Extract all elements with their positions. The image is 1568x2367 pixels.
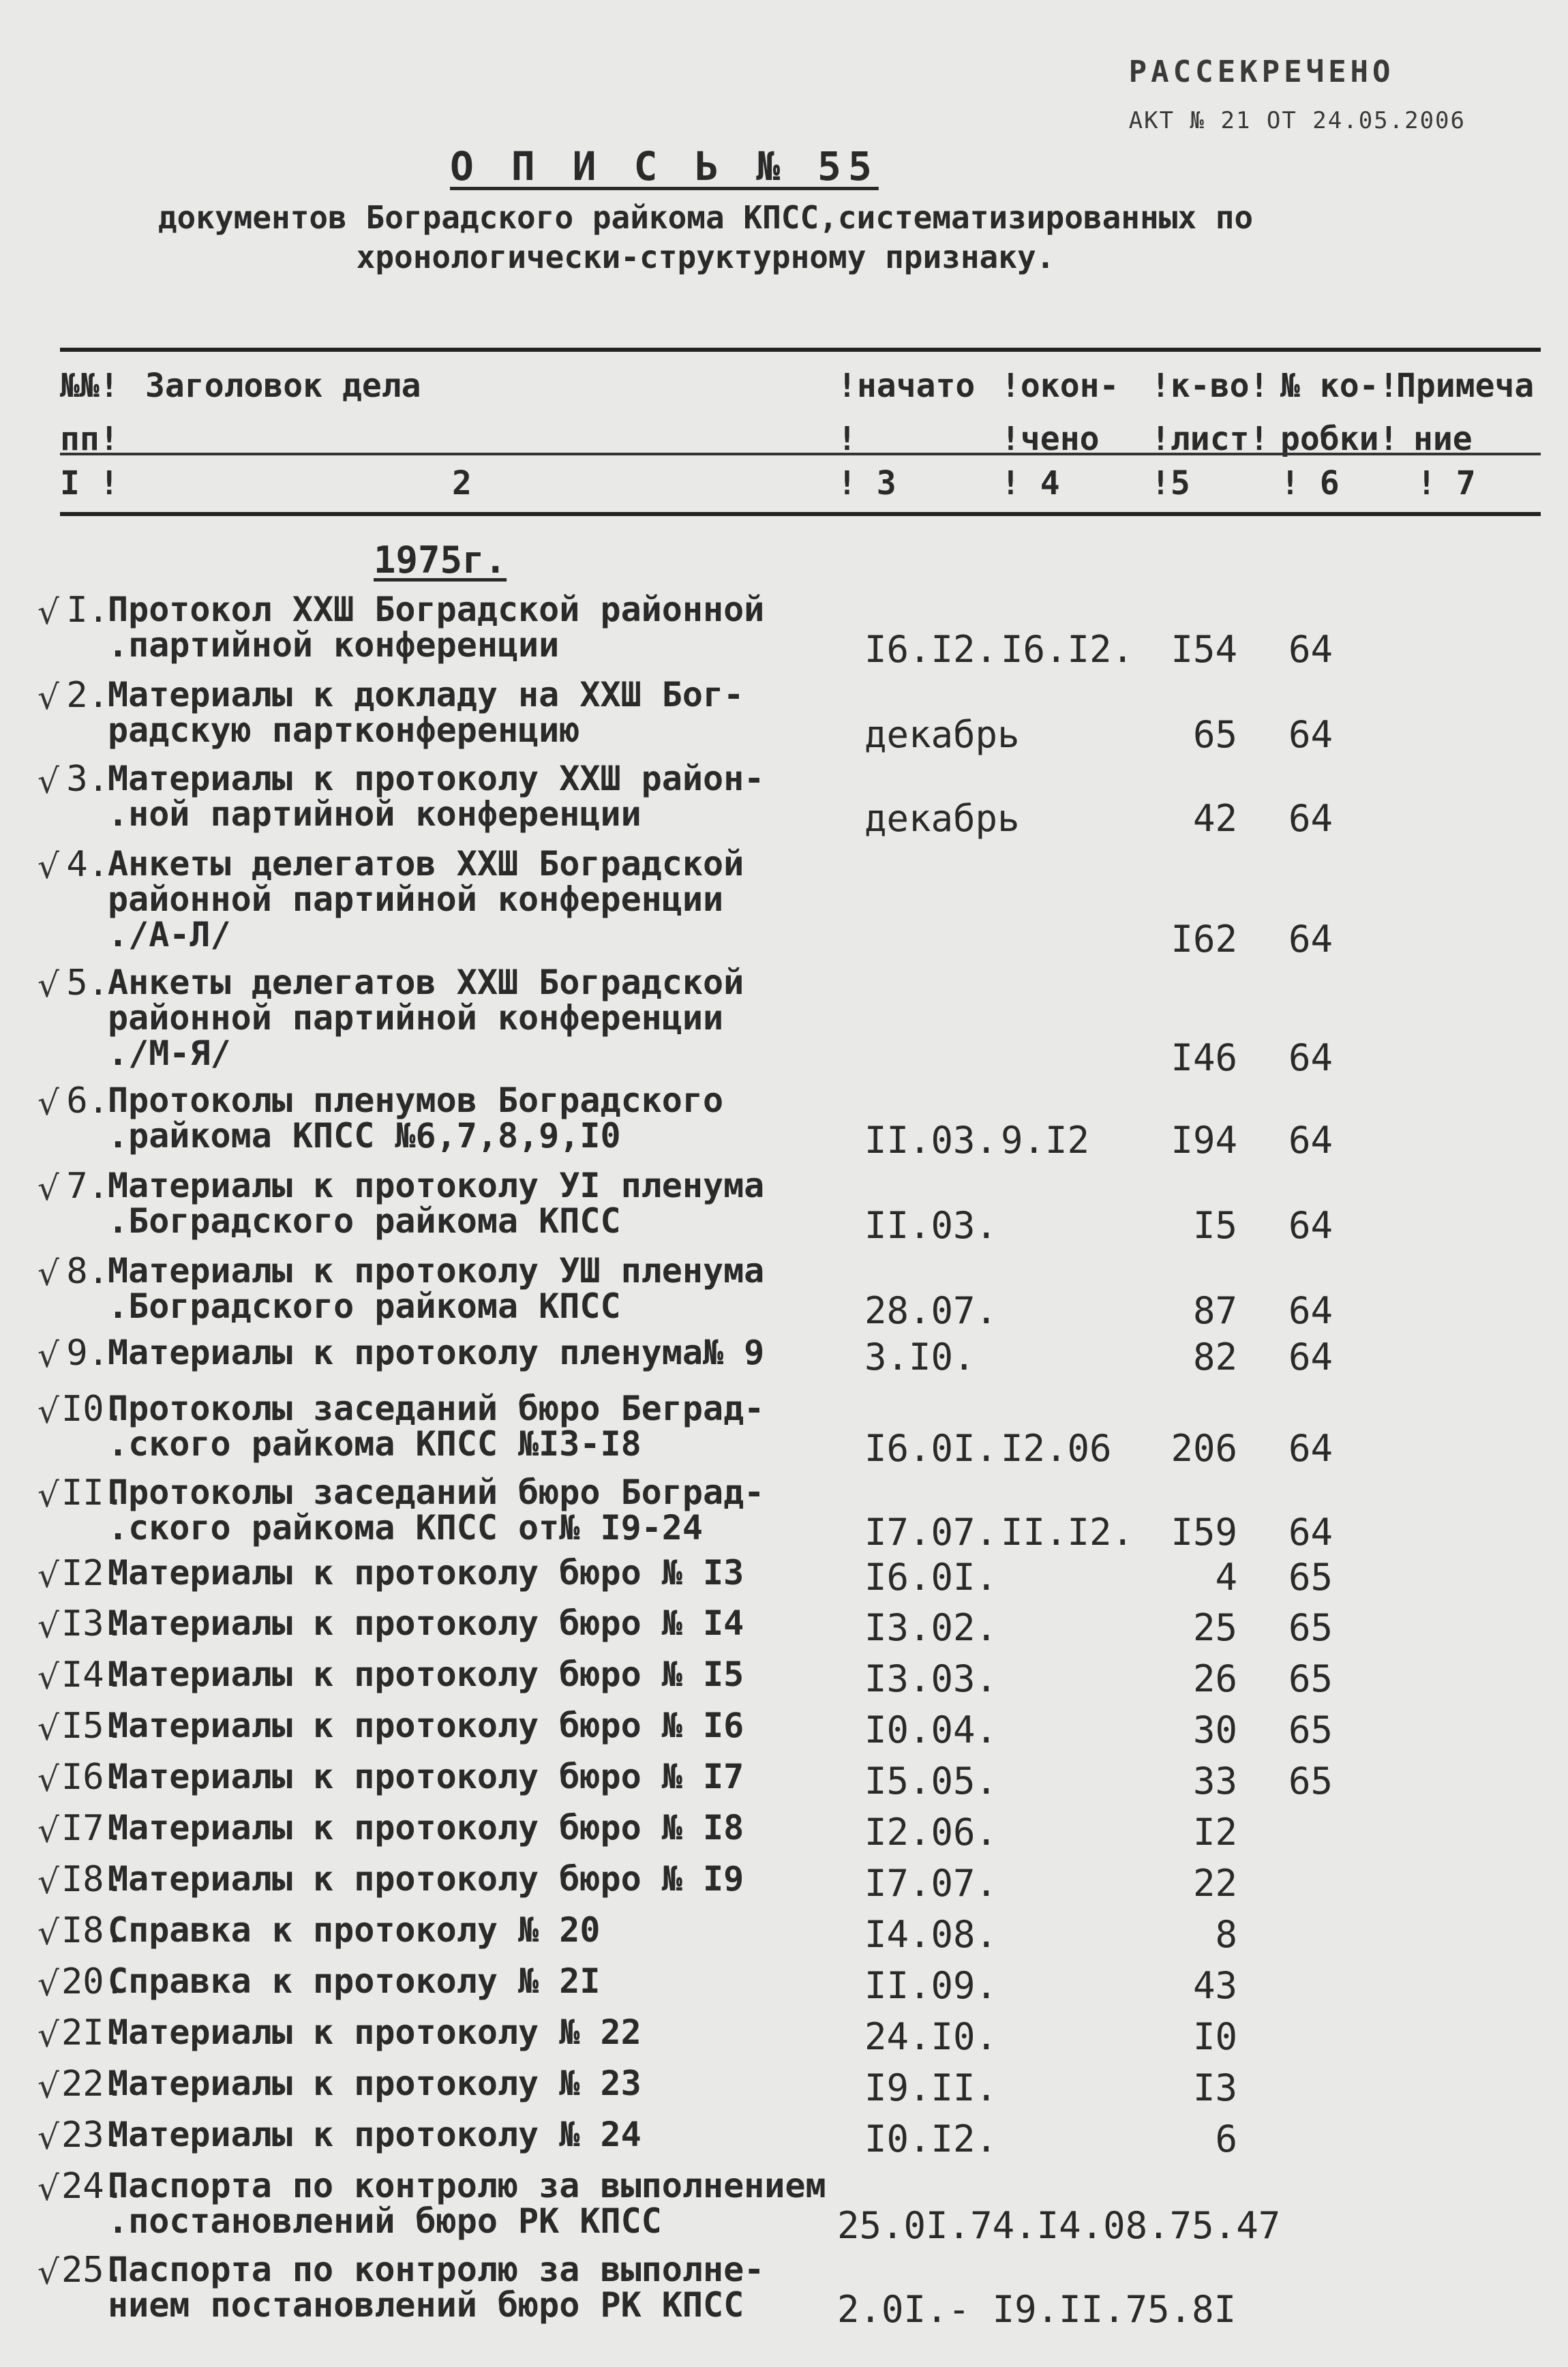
box-number: 64 (1288, 1511, 1333, 1554)
row-title-line: Материалы к докладу на XXШ Бог- (108, 675, 744, 714)
row-title-line: .Боградского райкома КПСС (108, 1201, 621, 1241)
col-note-a: Примеча (1396, 367, 1535, 405)
start-date: I6.0I. (864, 1427, 998, 1470)
end-date: 9.I2 (1001, 1119, 1090, 1162)
row-title-line: районной партийной конференции (108, 998, 724, 1038)
check-mark-icon: √ (37, 2066, 59, 2106)
sheet-count: 22 (1192, 1862, 1237, 1905)
row-number: I3. (61, 1603, 125, 1644)
end-date: I6.I2. (1001, 628, 1134, 671)
check-mark-icon: √ (37, 965, 59, 1005)
row-title-line: ./М-Я/ (108, 1034, 231, 1073)
col-num-3: ! 3 (837, 464, 896, 502)
row-title-line: Протоколы заседаний бюро Беград- (108, 1389, 765, 1428)
check-mark-icon: √ (37, 1760, 59, 1799)
start-date: I7.07. (864, 1511, 998, 1554)
check-mark-icon: √ (37, 1169, 59, 1208)
row-title-line: Материалы к протоколу бюро № I5 (108, 1655, 744, 1694)
start-date: декабрь (864, 713, 1020, 756)
box-number: 64 (1288, 918, 1333, 961)
check-mark-icon: √ (37, 1254, 59, 1293)
row-number: 5. (66, 963, 109, 1004)
row-number: I5. (61, 1706, 125, 1747)
start-date: I4.08. (864, 1913, 998, 1956)
sheet-count: 65 (1192, 713, 1237, 756)
row-title-line: .ского райкома КПСС от№ I9-24 (108, 1508, 703, 1548)
check-mark-icon: √ (37, 1913, 59, 1953)
sheet-count: 30 (1192, 1708, 1237, 1751)
row-number: I8. (61, 1859, 125, 1900)
row-title-line: Материалы к протоколу УI пленума (108, 1166, 765, 1205)
row-number: 25. (61, 2250, 125, 2291)
header-divider (60, 453, 1541, 455)
row-number: 7. (66, 1166, 109, 1207)
col-sheets-b: !лист! (1151, 420, 1269, 458)
box-number: 64 (1288, 1036, 1333, 1079)
box-number: 64 (1288, 1204, 1333, 1247)
row-number: I4. (61, 1655, 125, 1695)
col-box-a: № ко-! (1280, 367, 1399, 405)
row-title-line: нием постановлений бюро РК КПСС (108, 2285, 744, 2325)
check-mark-icon: √ (37, 1556, 59, 1595)
inventory-title: О П И С Ь № 55 (450, 143, 879, 190)
row-title-line: Материалы к протоколу пленума№ 9 (108, 1333, 765, 1372)
box-number: 65 (1288, 1606, 1333, 1649)
sheet-count: 4 (1215, 1556, 1237, 1599)
check-mark-icon: √ (37, 1964, 59, 2004)
start-date: декабрь (864, 797, 1020, 840)
check-mark-icon: √ (37, 592, 59, 632)
sheet-count: I46 (1171, 1036, 1237, 1079)
row-title-line: Материалы к протоколу бюро № I8 (108, 1808, 744, 1848)
row-number: 22. (61, 2064, 125, 2105)
row-title-line: .партийной конференции (108, 625, 560, 665)
row-title-line: радскую партконференцию (108, 710, 580, 750)
box-number: 64 (1288, 797, 1333, 840)
start-date: I6.0I. (864, 1556, 998, 1599)
sheet-count: 33 (1192, 1760, 1237, 1803)
row-title-line: Материалы к протоколу УШ пленума (108, 1251, 765, 1291)
start-date: I5.05. (864, 1760, 998, 1803)
start-date: 3.I0. (864, 1336, 976, 1378)
box-number: 64 (1288, 713, 1333, 756)
stamp-act: АКТ № 21 ОТ 24.05.2006 (1128, 107, 1466, 134)
sheet-count: 6 (1215, 2117, 1237, 2160)
sheet-count: 206 (1171, 1427, 1237, 1470)
col-sheets-a: !к-во! (1151, 367, 1269, 405)
check-mark-icon: √ (37, 1475, 59, 1515)
start-date: II.03. (864, 1204, 998, 1247)
check-mark-icon: √ (37, 847, 59, 886)
sheet-count: I62 (1171, 918, 1237, 961)
row-title-line: Материалы к протоколу бюро № I6 (108, 1706, 744, 1745)
row-number: I. (66, 590, 109, 631)
row-number: 2. (66, 675, 109, 716)
sheet-count: 25 (1192, 1606, 1237, 1649)
start-date: I0.04. (864, 1708, 998, 1751)
sheet-count: I5 (1192, 1204, 1237, 1247)
col-start: !начато (837, 367, 976, 405)
col-title: Заголовок дела (145, 367, 421, 405)
row-title-line: Паспорта по контролю за выполне- (108, 2250, 765, 2289)
stamp-title: РАССЕКРЕЧЕНО (1128, 55, 1395, 89)
year-heading: 1975г. (374, 539, 507, 582)
check-mark-icon: √ (37, 1657, 59, 1697)
sheet-count: 8 (1215, 1913, 1237, 1956)
col-num-2: 2 (452, 464, 472, 502)
check-mark-icon: √ (37, 1336, 59, 1375)
sheet-count: 43 (1192, 1964, 1237, 2007)
col-num-5: !5 (1151, 464, 1190, 502)
row-number: 4. (66, 844, 109, 885)
start-date: I3.03. (864, 1657, 998, 1700)
row-title-line: Материалы к протоколу XXШ район- (108, 759, 765, 798)
start-date: II.03. (864, 1119, 998, 1162)
sheet-count: 26 (1192, 1657, 1237, 1700)
row-number: 8. (66, 1251, 109, 1292)
sheet-count: I0 (1192, 2015, 1237, 2058)
row-title-line: Паспорта по контролю за выполнением (108, 2166, 826, 2205)
sheet-count: I54 (1171, 628, 1237, 671)
col-end-b: !чено (1001, 420, 1100, 458)
row-number: I8. (61, 1910, 125, 1951)
sheet-count: I3 (1192, 2066, 1237, 2109)
box-number: 65 (1288, 1760, 1333, 1803)
check-mark-icon: √ (37, 1708, 59, 1748)
start-date: I6.I2. (864, 628, 998, 671)
box-number: 65 (1288, 1556, 1333, 1599)
box-number: 64 (1288, 628, 1333, 671)
check-mark-icon: √ (37, 1391, 59, 1431)
check-mark-icon: √ (37, 678, 59, 717)
start-date: I2.06. (864, 1811, 998, 1854)
col-num-4: ! 4 (1001, 464, 1060, 502)
row-number: I0. (61, 1389, 125, 1430)
row-title-line: Материалы к протоколу № 24 (108, 2115, 642, 2154)
col-num-1: I ! (60, 464, 119, 502)
col-no-b: пп! (60, 420, 119, 458)
row-title-line: Материалы к протоколу бюро № I7 (108, 1757, 744, 1796)
row-title-line: Протоколы заседаний бюро Боград- (108, 1473, 765, 1512)
col-num-7: ! 7 (1417, 464, 1476, 502)
date-range-and-sheets: 2.0I.- I9.II.75.8I (837, 2288, 1237, 2331)
box-number: 64 (1288, 1427, 1333, 1470)
row-title-line: Протоколы пленумов Боградского (108, 1081, 724, 1120)
date-range-and-sheets: 25.0I.74.I4.08.75.47 (837, 2204, 1281, 2247)
sheet-count: I94 (1171, 1119, 1237, 1162)
row-number: II. (61, 1473, 125, 1513)
declassified-stamp (1129, 55, 1466, 134)
start-date: II.09. (864, 1964, 998, 2007)
row-title-line: .ной партийной конференции (108, 794, 642, 834)
row-number: I6. (61, 1757, 125, 1798)
row-number: 23. (61, 2115, 125, 2156)
check-mark-icon: √ (37, 2015, 59, 2055)
row-title-line: Материалы к протоколу № 22 (108, 2012, 642, 2052)
row-number: 3. (66, 759, 109, 800)
row-title-line: Анкеты делегатов XXШ Боградской (108, 844, 744, 884)
sheet-count: 82 (1192, 1336, 1237, 1378)
row-title-line: Материалы к протоколу бюро № I9 (108, 1859, 744, 1899)
row-title-line: .постановлений бюро РК КПСС (108, 2201, 662, 2241)
row-title-line: Материалы к протоколу бюро № I4 (108, 1603, 744, 1643)
sheet-count: I59 (1171, 1511, 1237, 1554)
sheet-count: I2 (1192, 1811, 1237, 1854)
check-mark-icon: √ (37, 2252, 59, 2292)
col-end-a: !окон- (1001, 367, 1119, 405)
start-date: I7.07. (864, 1862, 998, 1905)
row-title-line: Анкеты делегатов XXШ Боградской (108, 963, 744, 1002)
sheet-count: 87 (1192, 1289, 1237, 1332)
row-title-line: .Боградского райкома КПСС (108, 1286, 621, 1326)
end-date: II.I2. (1001, 1511, 1134, 1554)
check-mark-icon: √ (37, 1811, 59, 1850)
box-number: 64 (1288, 1119, 1333, 1162)
row-number: 6. (66, 1081, 109, 1121)
check-mark-icon: √ (37, 1862, 59, 1901)
start-date: I0.I2. (864, 2117, 998, 2160)
col-start-b: ! (837, 420, 857, 458)
end-date: I2.06 (1001, 1427, 1112, 1470)
row-number: 20. (61, 1961, 125, 2002)
sheet-count: 42 (1192, 797, 1237, 840)
col-num-6: ! 6 (1280, 464, 1340, 502)
col-box-b: робки! (1280, 420, 1399, 458)
start-date: 24.I0. (864, 2015, 998, 2058)
row-number: 24. (61, 2166, 125, 2207)
col-note-b: ние (1413, 420, 1473, 458)
row-title-line: .райкома КПСС №6,7,8,9,I0 (108, 1116, 621, 1156)
row-title-line: Материалы к протоколу № 23 (108, 2064, 642, 2103)
box-number: 64 (1288, 1336, 1333, 1378)
row-title-line: районной партийной конференции (108, 879, 724, 919)
row-number: I7. (61, 1808, 125, 1849)
row-title-line: Материалы к протоколу бюро № I3 (108, 1553, 744, 1593)
row-title-line: Справка к протоколу № 20 (108, 1910, 601, 1950)
check-mark-icon: √ (37, 1083, 59, 1123)
box-number: 64 (1288, 1289, 1333, 1332)
check-mark-icon: √ (37, 1606, 59, 1646)
row-number: 9. (66, 1333, 109, 1374)
start-date: 28.07. (864, 1289, 998, 1332)
start-date: I9.II. (864, 2066, 998, 2109)
box-number: 65 (1288, 1657, 1333, 1700)
col-no-a: №№! (60, 367, 119, 405)
inventory-subtitle: документов Боградского райкома КПСС,систематизированных по хронологически-структурному признаку. (157, 199, 1254, 275)
table-header (60, 348, 1541, 516)
row-title-line: Протокол XXШ Боградской районной (108, 590, 765, 629)
box-number: 65 (1288, 1708, 1333, 1751)
row-title-line: Справка к протоколу № 2I (108, 1961, 601, 2001)
row-title-line: .ского райкома КПСС №I3-I8 (108, 1424, 642, 1464)
start-date: I3.02. (864, 1606, 998, 1649)
row-number: I2. (61, 1553, 125, 1594)
row-title-line: ./А-Л/ (108, 915, 231, 954)
check-mark-icon: √ (37, 2117, 59, 2157)
check-mark-icon: √ (37, 762, 59, 801)
check-mark-icon: √ (37, 2169, 59, 2208)
row-number: 2I. (61, 2012, 125, 2053)
